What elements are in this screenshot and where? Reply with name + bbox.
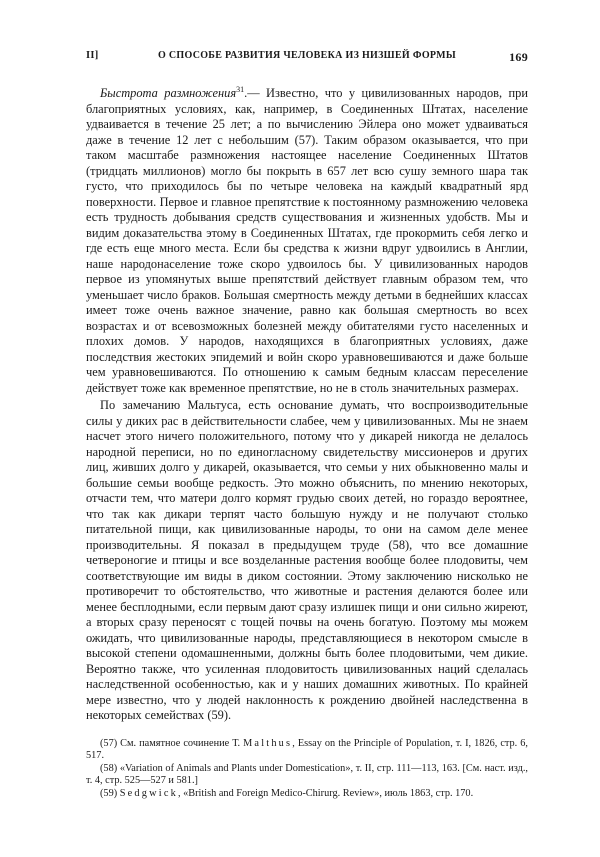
paragraph-1-text: .— Известно, что у цивилизованных народов, при благоприятных условиях, как, например, в Соединенных Штатах, население удваивается в течение 25 лет; а по вычислению Эйлера оно может удваиваться даже в течение 12 лет с небольшим (57). Таким образом оказывается, что при таком масштабе размножения настоящее население Соединенных Штатов (тридцать миллионов) могло бы покрыть в 657 лет всю сушу земного шара так густо, что приходилось бы по четыре человека на каждый квадратный ярд поверхности. Первое и главное препятствие к постоянному размножению человека есть трудность добывания средств существования и жизненных удобств. Мы и видим доказательства этому в Соединенных Штатах, где прокормить себя легко и где есть еще много места. Если бы средства к жизни вдруг удвоились в Англии, наше народонаселение тоже скоро удвоилось бы. У цивилизованных народов первое из упомянутых выше препятствий действует главным образом тем, что уменьшает число браков. Большая смертность между детьми в беднейших классах имеет тоже очень важное значение, равно как большая смертность во всех возрастах и от всевозможных болезней между обитателями густо населенных и плохих домов. У народов, находящихся в благоприятных условиях, даже последствия жестоких эпидемий и войн скоро уравновешиваются и даже больше чем уравновешиваются. По отношению к самым бедным классам переселение действует тоже как временное препятствие, но не в столь значительных размерах.: [86, 86, 528, 395]
chapter-number: II]: [86, 50, 99, 61]
book-page: [86, 48, 528, 800]
footnote-59-author: Sedgwick: [119, 787, 178, 799]
paragraph-2: По замечанию Мальтуса, есть основание думать, что воспроизводительные силы у диких рас в действительности слабее, чем у цивилизованных. Мы не знаем насчет этого ничего положительного, потому что у дикарей никогда не делалось народной переписи, но по единогласному свидетельству миссионеров и других лиц, живших долго у дикарей, оказывается, что семьи у них обыкновенно малы и большие семьи вообще редкость. Это можно объяснить, по мнению некоторых, отчасти тем, что матери долго кормят грудью своих детей, но гораздо вероятнее, что так как дикари терпят часто большую нужду и не получают столько питательной пищи, как цивилизованные народы, то они на самом деле менее производительны. Я показал в предыдущем труде (58), что все домашние четвероногие и птицы и все возделанные растения вообще более плодовиты, чем соответствующие им виды в диком состоянии. Этому заключению нисколько не противоречит то обстоятельство, что животные и растения делаются более или менее бесплодными, если первым дают сразу излишек пищи и они сильно жиреют, а вторых сразу переносят с тощей почвы на очень богатую. Поэтому мы можем ожидать, что цивилизованные народы, представляющиеся в некотором смысле в высокой степени одомашненными, должны быть более плодовитыми, чем дикие. Вероятно также, что усиленная плодовитость цивилизованных наций сделалась наследственной особенностью, как и у наших домашних животных. По крайней мере известно, что у людей наклонность к рождению двойней наследственна в некоторых семействах (59).: [86, 398, 528, 722]
paragraph-1: [86, 86, 528, 396]
running-head: [86, 48, 528, 68]
footnotes: [86, 738, 528, 801]
footnote-57-author: Malthus: [243, 737, 293, 749]
footnote-57: [86, 738, 528, 763]
footnote-57-rest: , Essay on the Principle of Population, т. I, 1826, стр. 6, 517.: [86, 737, 529, 762]
footnote-59-prefix: (59): [100, 787, 118, 799]
body-text: [86, 86, 528, 724]
footnote-59: [86, 788, 528, 801]
section-title: Быстрота размножения: [100, 86, 237, 100]
footnote-58: [86, 763, 528, 788]
page-number: 169: [509, 50, 528, 64]
footnote-59-rest: , «British and Foreign Medico-Chirurg. Review», июль 1863, стр. 170.: [177, 787, 474, 799]
footnote-57-prefix: (57) См. памятное сочинение Т.: [100, 737, 241, 749]
section-title-ref: 31: [236, 84, 245, 94]
running-title: О СПОСОБЕ РАЗВИТИЯ ЧЕЛОВЕКА ИЗ НИЗШЕЙ ФОРМЫ: [158, 50, 456, 61]
footnote-58-text: (58) «Variation of Animals and Plants under Domestication», т. II, стр. 111—113, 163. [См. наст. изд., т. 4, стр. 525—527 и 581.]: [86, 762, 528, 787]
